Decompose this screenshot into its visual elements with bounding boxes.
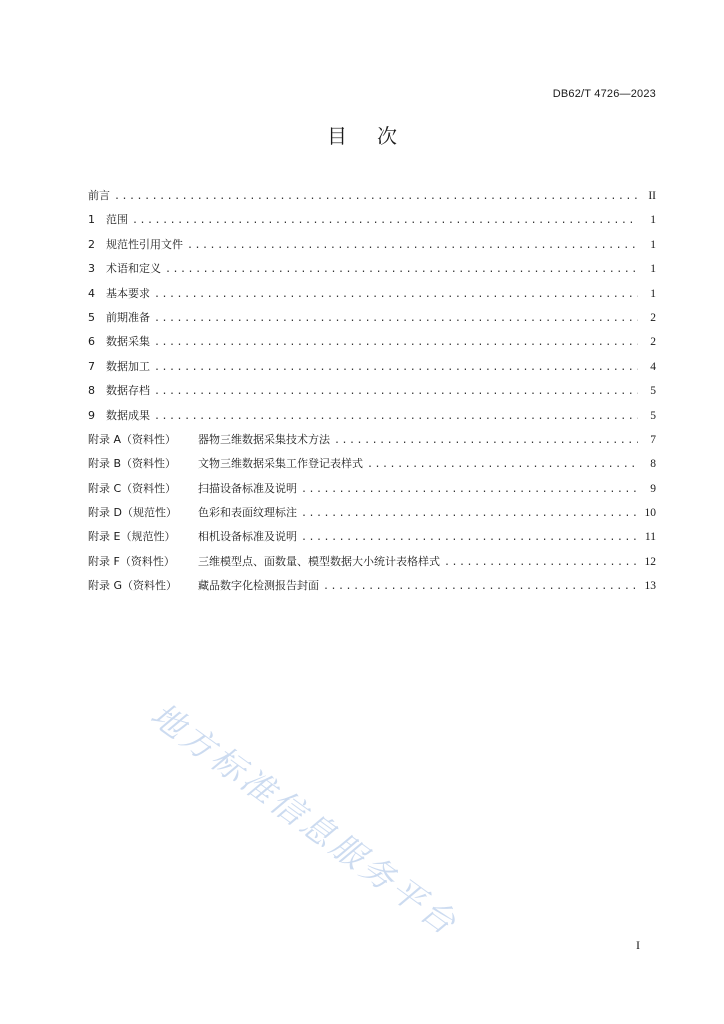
toc-entry-label: 规范性引用文件 bbox=[106, 237, 183, 251]
toc-entry-appendix-e[interactable] bbox=[88, 525, 656, 549]
toc-appendix-id: 附录 B（资料性） bbox=[88, 457, 177, 471]
toc-entry-appendix-g[interactable] bbox=[88, 574, 656, 598]
toc-entry-page: II bbox=[648, 190, 656, 202]
dot-leader bbox=[367, 453, 638, 477]
toc-entry-page: 1 bbox=[650, 214, 656, 227]
toc-entry-page: 11 bbox=[644, 531, 656, 544]
toc-entry-page: 9 bbox=[650, 482, 656, 495]
toc-entry-label: 前期准备 bbox=[106, 310, 150, 324]
dot-leader bbox=[444, 551, 638, 575]
toc-entry-page: 1 bbox=[650, 287, 656, 300]
toc-appendix-id: 附录 F（资料性） bbox=[88, 554, 175, 568]
table-of-contents bbox=[88, 184, 656, 599]
toc-entry-page: 1 bbox=[650, 238, 656, 251]
toc-appendix-id: 附录 E（规范性） bbox=[88, 530, 176, 544]
dot-leader bbox=[154, 405, 638, 429]
toc-entry-page: 12 bbox=[644, 555, 656, 568]
toc-entry-number: 8 bbox=[88, 384, 95, 398]
toc-entry-appendix-c[interactable] bbox=[88, 477, 656, 501]
toc-entry-page: 10 bbox=[644, 507, 656, 520]
dot-leader bbox=[301, 478, 638, 502]
toc-entry-section-8[interactable] bbox=[88, 379, 656, 403]
toc-appendix-id: 附录 A（资料性） bbox=[88, 432, 177, 446]
toc-entry-section-2[interactable] bbox=[88, 233, 656, 257]
page-title: 目次 bbox=[327, 124, 427, 148]
dot-leader bbox=[323, 575, 638, 599]
toc-entry-appendix-d[interactable] bbox=[88, 501, 656, 525]
dot-leader bbox=[154, 356, 638, 380]
toc-entry-label: 数据存档 bbox=[106, 384, 150, 398]
toc-appendix-id: 附录 D（规范性） bbox=[88, 506, 177, 520]
watermark-text: 地方标准信息服务平台 bbox=[143, 694, 466, 944]
dot-leader bbox=[132, 209, 638, 233]
dot-leader bbox=[154, 307, 638, 331]
toc-entry-appendix-f[interactable] bbox=[88, 550, 656, 574]
document-id: DB62/T 4726—2023 bbox=[552, 88, 656, 100]
dot-leader bbox=[154, 283, 638, 307]
toc-entry-label: 数据采集 bbox=[106, 335, 150, 349]
toc-entry-label: 藏品数字化检测报告封面 bbox=[198, 579, 319, 593]
toc-entry-section-6[interactable] bbox=[88, 330, 656, 354]
dot-leader bbox=[154, 331, 638, 355]
dot-leader bbox=[154, 380, 638, 404]
toc-entry-label: 文物三维数据采集工作登记表样式 bbox=[198, 457, 363, 471]
toc-entry-label: 器物三维数据采集技术方法 bbox=[198, 432, 330, 446]
toc-entry-foreword[interactable] bbox=[88, 184, 656, 208]
toc-entry-number: 5 bbox=[88, 310, 95, 324]
toc-appendix-id: 附录 C（资料性） bbox=[88, 481, 177, 495]
dot-leader bbox=[165, 258, 638, 282]
toc-entry-section-1[interactable] bbox=[88, 208, 656, 232]
toc-entry-page: 8 bbox=[650, 458, 656, 471]
toc-entry-label: 数据成果 bbox=[106, 408, 150, 422]
toc-entry-number: 1 bbox=[88, 213, 95, 227]
toc-entry-section-7[interactable] bbox=[88, 355, 656, 379]
dot-leader bbox=[114, 185, 638, 209]
toc-entry-section-9[interactable] bbox=[88, 404, 656, 428]
toc-entry-number: 3 bbox=[88, 262, 95, 276]
toc-entry-section-3[interactable] bbox=[88, 257, 656, 281]
toc-entry-number: 4 bbox=[88, 286, 95, 300]
toc-entry-label: 范围 bbox=[106, 213, 128, 227]
toc-entry-page: 1 bbox=[650, 263, 656, 276]
dot-leader bbox=[187, 234, 638, 258]
toc-entry-label: 基本要求 bbox=[106, 286, 150, 300]
toc-entry-number: 7 bbox=[88, 359, 95, 373]
toc-entry-label: 相机设备标准及说明 bbox=[198, 530, 297, 544]
toc-entry-number: 9 bbox=[88, 408, 95, 422]
toc-entry-page: 5 bbox=[650, 385, 656, 398]
toc-entry-section-4[interactable] bbox=[88, 282, 656, 306]
toc-entry-page: 2 bbox=[650, 311, 656, 324]
dot-leader bbox=[334, 429, 638, 453]
toc-entry-number: 6 bbox=[88, 335, 95, 349]
toc-entry-page: 13 bbox=[644, 580, 656, 593]
toc-entry-number: 2 bbox=[88, 237, 95, 251]
dot-leader bbox=[301, 502, 638, 526]
toc-entry-page: 2 bbox=[650, 336, 656, 349]
toc-entry-section-5[interactable] bbox=[88, 306, 656, 330]
toc-entry-appendix-b[interactable] bbox=[88, 452, 656, 476]
toc-entry-label: 数据加工 bbox=[106, 359, 150, 373]
toc-entry-label: 前言 bbox=[88, 189, 110, 202]
toc-entry-page: 4 bbox=[650, 360, 656, 373]
toc-entry-page: 5 bbox=[650, 409, 656, 422]
dot-leader bbox=[301, 526, 638, 550]
toc-entry-label: 色彩和表面纹理标注 bbox=[198, 506, 297, 520]
toc-entry-label: 扫描设备标准及说明 bbox=[198, 481, 297, 495]
toc-entry-label: 术语和定义 bbox=[106, 262, 161, 276]
toc-entry-label: 三维模型点、面数量、模型数据大小统计表格样式 bbox=[198, 554, 440, 568]
toc-appendix-id: 附录 G（资料性） bbox=[88, 579, 178, 593]
toc-entry-page: 7 bbox=[650, 433, 656, 446]
page-number: I bbox=[636, 938, 640, 952]
toc-entry-appendix-a[interactable] bbox=[88, 428, 656, 452]
